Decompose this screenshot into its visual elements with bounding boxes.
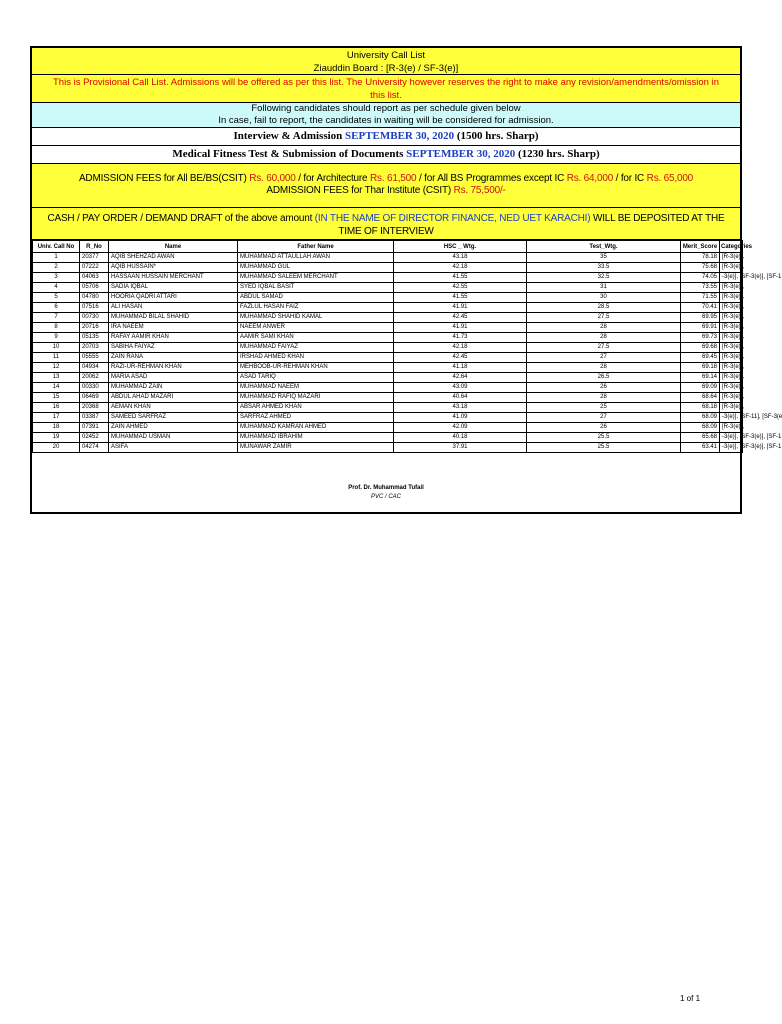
father-name-cell: MUHAMMAD IBRAHIM [238,433,394,443]
fees-amount-2: Rs. 61,500 [370,173,417,184]
table-row [33,293,743,303]
hsc-weight-cell: 42.18 [394,263,527,273]
r-no-cell: 05706 [80,283,109,293]
hsc-weight-cell: 42.18 [394,343,527,353]
test-weight-cell: 28 [527,393,681,403]
merit-score-cell: 68.09 [681,413,720,423]
hsc-weight-cell: 40.64 [394,393,527,403]
merit-score-cell: 68.09 [681,423,720,433]
report-line-1: Following candidates should report as per schedule given below [251,103,521,114]
table-row [33,363,743,373]
test-weight-cell: 27.5 [527,313,681,323]
father-name-cell: SARFRAZ AHMED [238,413,394,423]
table-row [33,323,743,333]
categories-cell: [R-3(e)], [720,383,743,393]
r-no-cell: 05135 [80,333,109,343]
father-name-cell: MUHAMMAD FAIYAZ [238,343,394,353]
call-no-cell: 1 [33,253,80,263]
merit-score-cell: 69.18 [681,363,720,373]
test-weight-cell: 28 [527,333,681,343]
father-name-cell: MUHAMMAD SHAHID KAMAL [238,313,394,323]
call-list-sheet [30,46,782,514]
call-no-cell: 13 [33,373,80,383]
father-name-cell: MUHAMMAD RAFIQ MAZARI [238,393,394,403]
fees-amount-3: Rs. 64,000 [566,173,614,184]
name-cell: ZAIN AHMED [109,423,238,433]
name-cell: HASSAAN HUSSAIN MERCHANT [109,273,238,283]
merit-score-cell: 68.18 [681,403,720,413]
categories-cell: -3(e)], [SF-3(e)], [SF-1 [720,273,743,283]
r-no-cell: 20703 [80,343,109,353]
table-row [33,433,743,443]
hsc-weight-cell: 43.18 [394,403,527,413]
r-no-cell: 00730 [80,313,109,323]
table-row [33,263,743,273]
categories-cell: -3(e)], [SF-3(e)], [SF-1 [720,443,743,453]
father-name-cell: AAMIR SAMI KHAN [238,333,394,343]
name-cell: IRA NAEEM [109,323,238,333]
categories-cell: [R-3(e)], [720,403,743,413]
merit-score-cell: 65.68 [681,433,720,443]
call-no-cell: 9 [33,333,80,343]
merit-score-cell: 63.41 [681,443,720,453]
categories-cell: [R-3(e)], [720,343,743,353]
fees-amount-1: Rs. 60,000 [249,173,296,184]
categories-cell: [R-3(e)], [720,283,743,293]
test-weight-cell: 28.5 [527,303,681,313]
table-row [33,383,743,393]
merit-score-cell: 69.68 [681,343,720,353]
medical-schedule [32,146,740,164]
test-weight-cell: 32.5 [527,273,681,283]
father-name-cell: MUHAMMAD SALEEM MERCHANT [238,273,394,283]
hsc-weight-cell: 41.55 [394,293,527,303]
r-no-cell: 07391 [80,423,109,433]
call-no-cell: 15 [33,393,80,403]
categories-cell: [R-3(e)], [720,353,743,363]
categories-cell: [R-3(e)], [720,323,743,333]
r-no-cell: 20368 [80,403,109,413]
r-no-cell: 20716 [80,323,109,333]
test-weight-cell: 27 [527,353,681,363]
father-name-cell: MUNAWAR ZAMIR [238,443,394,453]
hsc-weight-cell: 42.45 [394,353,527,363]
signatory-name: Prof. Dr. Muhammad Tufail [348,485,424,491]
column-header: R_No [80,241,109,253]
categories-cell: [R-3(e)], [720,263,743,273]
table-row [33,343,743,353]
father-name-cell: MUHAMMAD NAEEM [238,383,394,393]
categories-cell: [R-3(e)], [720,373,743,383]
name-cell: AQIB SHEHZAD AWAN [109,253,238,263]
hsc-weight-cell: 41.09 [394,413,527,423]
report-notice [32,103,740,128]
call-list-table [32,240,782,453]
interview-date: SEPTEMBER 30, 2020 [345,130,455,142]
father-name-cell: ABDUL SAMAD [238,293,394,303]
call-no-cell: 2 [33,263,80,273]
father-name-cell: MUHAMMAD GUL [238,263,394,273]
payment-payee: (IN THE NAME OF DIRECTOR FINANCE, NED UET KARACHI) [314,213,591,224]
call-no-cell: 20 [33,443,80,453]
table-header-row [33,241,743,253]
father-name-cell: NAEEM ANWER [238,323,394,333]
fees-amount-5: Rs. 75,500/- [453,185,506,196]
table-row [33,443,743,453]
r-no-cell: 02452 [80,433,109,443]
categories-cell: [R-3(e)], [720,363,743,373]
table-row [33,273,743,283]
medical-date: SEPTEMBER 30, 2020 [406,148,516,160]
r-no-cell: 07222 [80,263,109,273]
name-cell: MUHAMMAD USMAN [109,433,238,443]
table-row [33,253,743,263]
test-weight-cell: 28 [527,323,681,333]
call-no-cell: 4 [33,283,80,293]
call-no-cell: 19 [33,433,80,443]
call-no-cell: 7 [33,313,80,323]
payment-text-1: CASH / PAY ORDER / DEMAND DRAFT of the above amount [47,213,313,224]
column-header: HSC _ Wtg. [394,241,527,253]
name-cell: SAMEED SARFRAZ [109,413,238,423]
father-name-cell: MUHAMMAD ATTAULLAH AWAN [238,253,394,263]
categories-cell: [R-3(e)], [720,333,743,343]
title-band [32,48,740,75]
name-cell: ALI HASAN [109,303,238,313]
merit-score-cell: 75.68 [681,263,720,273]
test-weight-cell: 33.5 [527,263,681,273]
father-name-cell: ASAD TARIQ [238,373,394,383]
categories-cell: [R-3(e)], [720,303,743,313]
payment-notice [32,208,740,240]
call-no-cell: 18 [33,423,80,433]
name-cell: SADIA IQBAL [109,283,238,293]
payment-text-2: WILL BE DEPOSITED AT THE TIME OF INTERVIEW [338,213,725,237]
fees-line-1 [32,173,740,185]
board-title: Ziauddin Board : [R-3(e) / SF-3(e)] [313,63,459,74]
test-weight-cell: 26 [527,423,681,433]
table-row [33,353,743,363]
merit-score-cell: 74.05 [681,273,720,283]
table-row [33,393,743,403]
call-no-cell: 17 [33,413,80,423]
table-row [33,423,743,433]
interview-time: (1500 hrs. Sharp) [456,130,539,142]
column-header: Categories [720,241,743,253]
call-no-cell: 12 [33,363,80,373]
r-no-cell: 20062 [80,373,109,383]
name-cell: ABDUL AHAD MAZARI [109,393,238,403]
column-header: Test_Wtg. [527,241,681,253]
hsc-weight-cell: 40.18 [394,433,527,443]
categories-cell: -3(e)], [SF-11], [SF-3(e [720,413,743,423]
fees-notice [32,164,740,208]
name-cell: HOORIA QADRI ATTARI [109,293,238,303]
table-row [33,373,743,383]
name-cell: RAFAY AAMIR KHAN [109,333,238,343]
name-cell: MUHAMMAD BILAL SHAHID [109,313,238,323]
merit-score-cell: 71.55 [681,293,720,303]
hsc-weight-cell: 42.55 [394,283,527,293]
call-no-cell: 14 [33,383,80,393]
test-weight-cell: 25.5 [527,433,681,443]
signatory-role: PVC / CAC [370,494,401,500]
father-name-cell: IRSHAD AHMED KHAN [238,353,394,363]
hsc-weight-cell: 41.55 [394,273,527,283]
merit-score-cell: 69.91 [681,323,720,333]
name-cell: AQIB HUSSAIN* [109,263,238,273]
hsc-weight-cell: 43.18 [394,253,527,263]
name-cell: RAZI-UR-REHMAN KHAN [109,363,238,373]
categories-cell: [R-3(e)], [720,253,743,263]
test-weight-cell: 30 [527,293,681,303]
call-no-cell: 5 [33,293,80,303]
page-number: 1 of 1 [680,994,701,1003]
name-cell: AEMAN KHAN [109,403,238,413]
hsc-weight-cell: 42.45 [394,313,527,323]
categories-cell: [R-3(e)], [720,313,743,323]
call-no-cell: 16 [33,403,80,413]
fees-text-1: ADMISSION FEES for All BE/BS(CSIT) [78,173,247,184]
interview-label: Interview & Admission [233,130,343,142]
categories-cell: [R-3(e)], [720,423,743,433]
test-weight-cell: 35 [527,253,681,263]
r-no-cell: 06469 [80,393,109,403]
categories-cell: [R-3(e)], [720,393,743,403]
hsc-weight-cell: 41.73 [394,333,527,343]
merit-score-cell: 73.55 [681,283,720,293]
father-name-cell: SYED IQBAL BASIT [238,283,394,293]
table-row [33,303,743,313]
column-header: Univ. Call No [33,241,80,253]
table-row [33,413,743,423]
test-weight-cell: 28 [527,363,681,373]
name-cell: SABIHA FAIYAZ [109,343,238,353]
call-no-cell: 10 [33,343,80,353]
r-no-cell: 03387 [80,413,109,423]
fees-text-3: / for All BS Programmes except IC [418,173,565,184]
test-weight-cell: 27 [527,413,681,423]
table-row [33,403,743,413]
hsc-weight-cell: 43.09 [394,383,527,393]
hsc-weight-cell: 42.64 [394,373,527,383]
fees-line-2 [32,185,740,197]
r-no-cell: 20377 [80,253,109,263]
column-header: Name [109,241,238,253]
signature-block [32,484,740,502]
hsc-weight-cell: 41.18 [394,363,527,373]
test-weight-cell: 26 [527,383,681,393]
table-row [33,313,743,323]
merit-score-cell: 69.14 [681,373,720,383]
merit-score-cell: 69.73 [681,333,720,343]
merit-score-cell: 78.18 [681,253,720,263]
fees-text-4: / for IC [615,173,645,184]
merit-score-cell: 69.09 [681,383,720,393]
medical-label: Medical Fitness Test & Submission of Documents [172,148,404,160]
medical-time: (1230 hrs. Sharp) [518,148,600,160]
father-name-cell: MUHAMMAD KAMRAN AHMED [238,423,394,433]
categories-cell: [R-3(e)], [720,293,743,303]
fees-amount-4: Rs. 65,000 [646,173,694,184]
column-header: Father Name [238,241,394,253]
call-no-cell: 3 [33,273,80,283]
hsc-weight-cell: 42.09 [394,423,527,433]
fees-text-2: / for Architecture [298,173,368,184]
test-weight-cell: 25 [527,403,681,413]
fees-text-5: ADMISSION FEES for Thar Institute (CSIT) [266,185,451,196]
r-no-cell: 04780 [80,293,109,303]
call-no-cell: 6 [33,303,80,313]
merit-score-cell: 69.95 [681,313,720,323]
test-weight-cell: 26.5 [527,373,681,383]
name-cell: MARIA ASAD [109,373,238,383]
r-no-cell: 04934 [80,363,109,373]
table-row [33,333,743,343]
categories-cell: -3(e)], [SF-3(e)], [SF-1 [720,433,743,443]
test-weight-cell: 25.5 [527,443,681,453]
interview-schedule [32,128,740,146]
name-cell: MUHAMMAD ZAIN [109,383,238,393]
merit-score-cell: 69.45 [681,353,720,363]
merit-score-cell: 70.41 [681,303,720,313]
provisional-notice: This is Provisional Call List. Admissions will be offered as per this list. The University however reserves the right to make any revision/amendments/omission in this list. [32,75,740,103]
father-name-cell: MEHBOOB-UR-REHMAN KHAN [238,363,394,373]
father-name-cell: ABSAR AHMED KHAN [238,403,394,413]
call-no-cell: 11 [33,353,80,363]
r-no-cell: 07516 [80,303,109,313]
merit-score-cell: 68.64 [681,393,720,403]
name-cell: ZAIN RANA [109,353,238,363]
hsc-weight-cell: 41.91 [394,303,527,313]
column-header: Merit_Score [681,241,720,253]
list-title: University Call List [346,50,426,61]
r-no-cell: 00330 [80,383,109,393]
report-line-2: In case, fail to report, the candidates in waiting will be considered for admission. [218,115,554,126]
hsc-weight-cell: 37.91 [394,443,527,453]
name-cell: ASIFA [109,443,238,453]
table-row [33,283,743,293]
hsc-weight-cell: 41.91 [394,323,527,333]
test-weight-cell: 31 [527,283,681,293]
test-weight-cell: 27.5 [527,343,681,353]
r-no-cell: 04274 [80,443,109,453]
father-name-cell: FAZLUL HASAN FAIZ [238,303,394,313]
r-no-cell: 05555 [80,353,109,363]
r-no-cell: 04063 [80,273,109,283]
call-no-cell: 8 [33,323,80,333]
